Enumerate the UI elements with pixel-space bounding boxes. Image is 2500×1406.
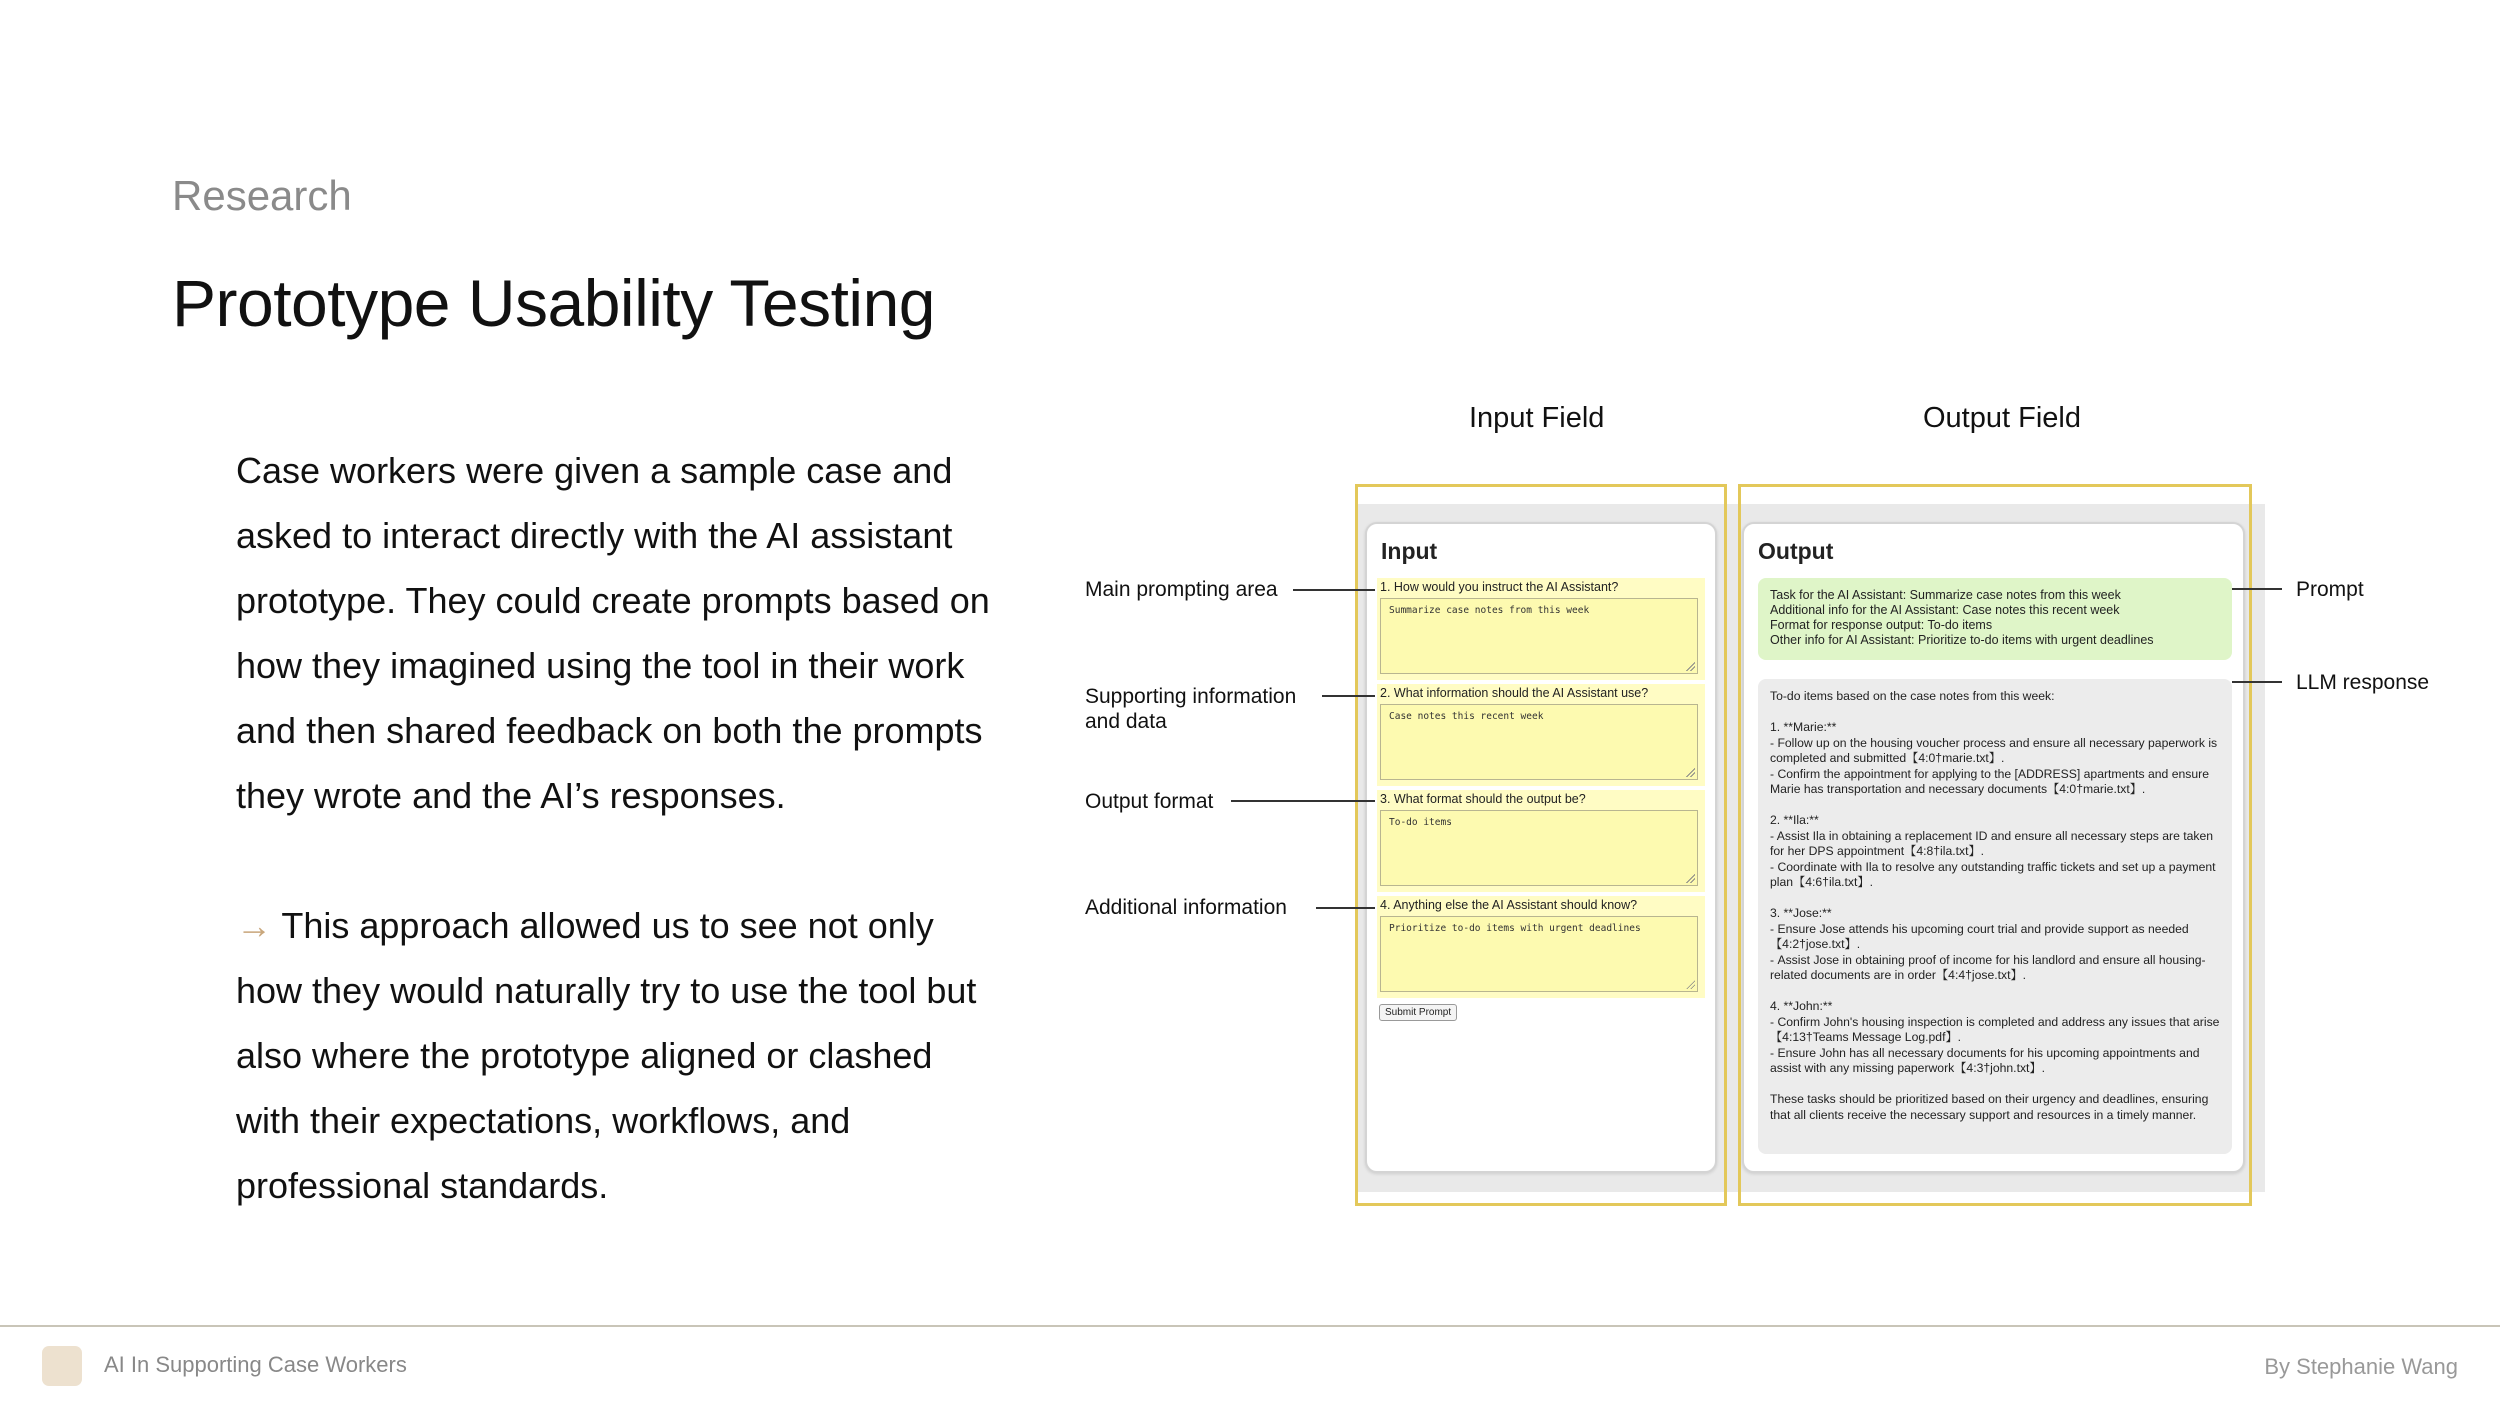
textarea-value: Case notes this recent week	[1389, 711, 1544, 722]
textarea-value: To-do items	[1389, 817, 1452, 828]
question-label: 1. How would you instruct the AI Assistant?	[1380, 580, 1619, 594]
prompt-line: Format for response output: To-do items	[1770, 618, 1993, 632]
prompt-line: Additional info for the AI Assistant: Case notes this recent week	[1770, 603, 2120, 617]
output-field-highlight	[1738, 484, 2252, 1206]
input-field-highlight	[1355, 484, 1727, 1206]
callout-llm-response: LLM response	[2296, 671, 2430, 694]
callout-additional-info: Additional information	[1085, 896, 1287, 919]
output-panel-title: Output	[1758, 538, 1834, 564]
question-label: 2. What information should the AI Assistant use?	[1380, 686, 1649, 700]
callout-output-format: Output format	[1085, 790, 1214, 813]
callout-prompt: Prompt	[2296, 578, 2364, 601]
footer-logo	[42, 1346, 82, 1386]
callout-main-prompting: Main prompting area	[1085, 578, 1278, 601]
callout-supporting-info: Supporting information and data	[1085, 685, 1297, 733]
textarea-value: Summarize case notes from this week	[1389, 605, 1590, 616]
output-field-label: Output Field	[1923, 402, 2081, 434]
paragraph-intro: Case workers were given a sample case and asked to interact directly with the AI assistant prototype. They could create prompts based on how they imagined using the tool in their work and then shared feedback on both the prompts they wrote and the AI’s responses.	[236, 450, 990, 816]
paragraph-approach-text: This approach allowed us to see not only how they would naturally try to use the tool but also where the prototype aligned or clashed with their expectations, workflows, and professional standards.	[236, 905, 977, 1206]
textarea-value: Prioritize to-do items with urgent deadlines	[1389, 923, 1641, 934]
question-label: 4. Anything else the AI Assistant should know?	[1380, 898, 1638, 912]
footer-deck-title: AI In Supporting Case Workers	[104, 1352, 407, 1377]
body-text	[236, 438, 1006, 1218]
submit-prompt-button[interactable]: Submit Prompt	[1379, 1004, 1457, 1021]
arrow-right-icon: →	[236, 905, 272, 946]
leader-line	[1231, 800, 1375, 802]
leader-line	[1293, 589, 1375, 591]
llm-response-box: To-do items based on the case notes from this week: 1. **Marie:** - Follow up on the housing voucher process and ensure all necessary paperwork is completed and submitted【4:0†marie.txt】. - Confirm the appointment for applying to the [ADDRESS] apartments and ensure Marie has transportation and necessary documents【4:0†marie.txt】. 2. **Ila:** - Assist Ila in obtaining a replacement ID and ensure all necessary steps are taken for her DPS appointment【4:8†ila.txt】. - Coordinate with Ila to resolve any outstanding traffic tickets and set up a payment plan【4:6†ila.txt】. 3. **Jose:** - Ensure Jose attends his upcoming court trial and provide support as needed【4:2†jose.txt】. - Assist Jose in obtaining proof of income for his landlord and ensure all housing-related documents are in order【4:4†jose.txt】. 4. **John:** - Confirm John's housing inspection is completed and address any issues that arise【4:13†Teams Message Log.pdf】. - Ensure John has all necessary documents for his upcoming appointments and assist with any missing paperwork【4:3†john.txt】. These tasks should be prioritized based on their urgency and deadlines, ensuring that all clients receive the necessary support and resources in a timely manner.	[1758, 679, 2232, 1154]
prompt-line: Task for the AI Assistant: Summarize case notes from this week	[1770, 588, 2121, 602]
input-field-label: Input Field	[1469, 402, 1605, 434]
prompt-line: Other info for AI Assistant: Prioritize to-do items with urgent deadlines	[1770, 633, 2154, 647]
leader-line	[2232, 588, 2282, 590]
leader-line	[2232, 681, 2282, 683]
input-panel-title: Input	[1381, 538, 1438, 564]
footer-divider	[0, 1325, 2500, 1327]
leader-line	[1322, 695, 1375, 697]
footer-author: By Stephanie Wang	[2264, 1354, 2458, 1379]
page-title: Prototype Usability Testing	[172, 266, 935, 340]
eyebrow-label: Research	[172, 172, 352, 219]
question-label: 3. What format should the output be?	[1380, 792, 1586, 806]
leader-line	[1316, 907, 1375, 909]
paragraph-approach	[236, 893, 1006, 1218]
